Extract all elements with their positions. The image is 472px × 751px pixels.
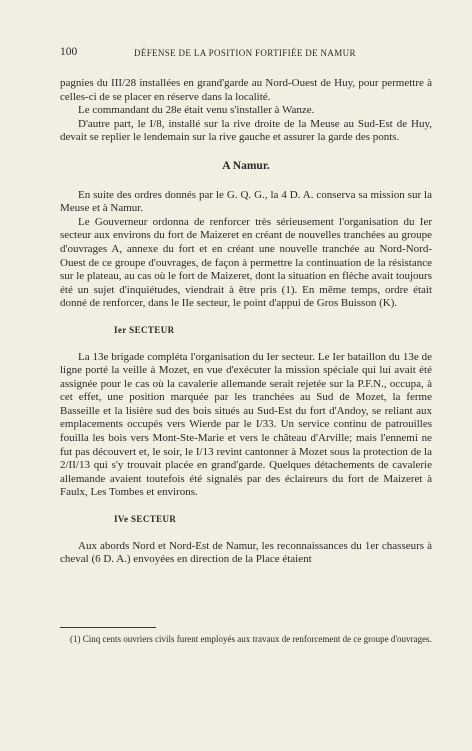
- paragraph: Aux abords Nord et Nord-Est de Namur, les reconnaissances du 1er chasseurs à cheval (6 D. A.) envoyées en direction de la Place étaient: [60, 539, 432, 566]
- paragraph: Le Gouverneur ordonna de renforcer très sérieusement l'organisation du Ier secteur aux environs du fort de Maizeret en créant de nouvelles tranchées au groupe d'ouvrages A, annexe du fort et en créant une nouvelle tranchée au Nord-Nord-Ouest de ce groupe d'ouvrages, de façon à permettre la continuation de la résistance sur le plateau, au cas où le fort de Maizeret, dont la situation en flèche avait toujours été un sujet d'inquiétudes, viendrait à être pris (1). En même temps, ordre était donné de renforcer, dans le IIe secteur, le point d'appui de Gros Buisson (K).: [60, 215, 432, 310]
- paragraph: Le commandant du 28e était venu s'installer à Wanze.: [78, 104, 315, 117]
- footnote: (1) Cinq cents ouvriers civils furent employés aux travaux de renforcement de ce groupe d'ouvrages.: [70, 634, 432, 644]
- paragraph: pagnies du III/28 installées en grand'garde au Nord-Ouest de Huy, pour permettre à celles-ci de se placer en réserve dans la localité.: [60, 77, 432, 103]
- page-body: [60, 77, 432, 567]
- footnote-rule: [60, 627, 156, 628]
- subsection-heading: IVe SECTEUR: [114, 514, 177, 525]
- page-number: 100: [60, 46, 78, 58]
- paragraph: D'autre part, le I/8, installé sur la rive droite de la Meuse au Sud-Est de Huy, devait se replier le lendemain sur la rive gauche et assurer la garde des ponts.: [60, 117, 432, 144]
- subsection-heading: Ier SECTEUR: [114, 324, 175, 335]
- page-header: [60, 46, 432, 60]
- section-heading: A Namur.: [222, 159, 270, 172]
- paragraph: En suite des ordres donnés par le G. Q. G., la 4 D. A. conserva sa mission sur la Meuse et à Namur.: [60, 188, 432, 215]
- running-title: DÉFENSE DE LA POSITION FORTIFIÉE DE NAMUR: [134, 47, 356, 58]
- paragraph: La 13e brigade compléta l'organisation du Ier secteur. Le Ier bataillon du 13e de ligne porté la veille à Mozet, en vue d'exécuter la mission spéciale qui lui avait été assignée pour le cas où la cavalerie allemande serait rejetée sur la P.F.N., occupa, à cet effet, une position marquée par les tranchées au Sud de Mozet, la ferme Basseille et la lisière sud des bois situés au Sud-Est du fort d'Andoy, se reliant aux emplacements occupés vers Wierde par le I/33. Un service continu de patrouilles fouilla les bois vers Mont-Ste-Marie et vers le château d'Arville; mais l'ennemi ne fut pas découvert et, le soir, le I/13 revint cantonner à Mozet sous la protection de la 2/II/13 qui s'y trouvait placée en grand'garde. Quelques détachements de cavalerie allemande avaient toutefois été signalés par des éclaireurs du fort de Maizeret à Faulx, Les Tombes et environs.: [60, 350, 432, 499]
